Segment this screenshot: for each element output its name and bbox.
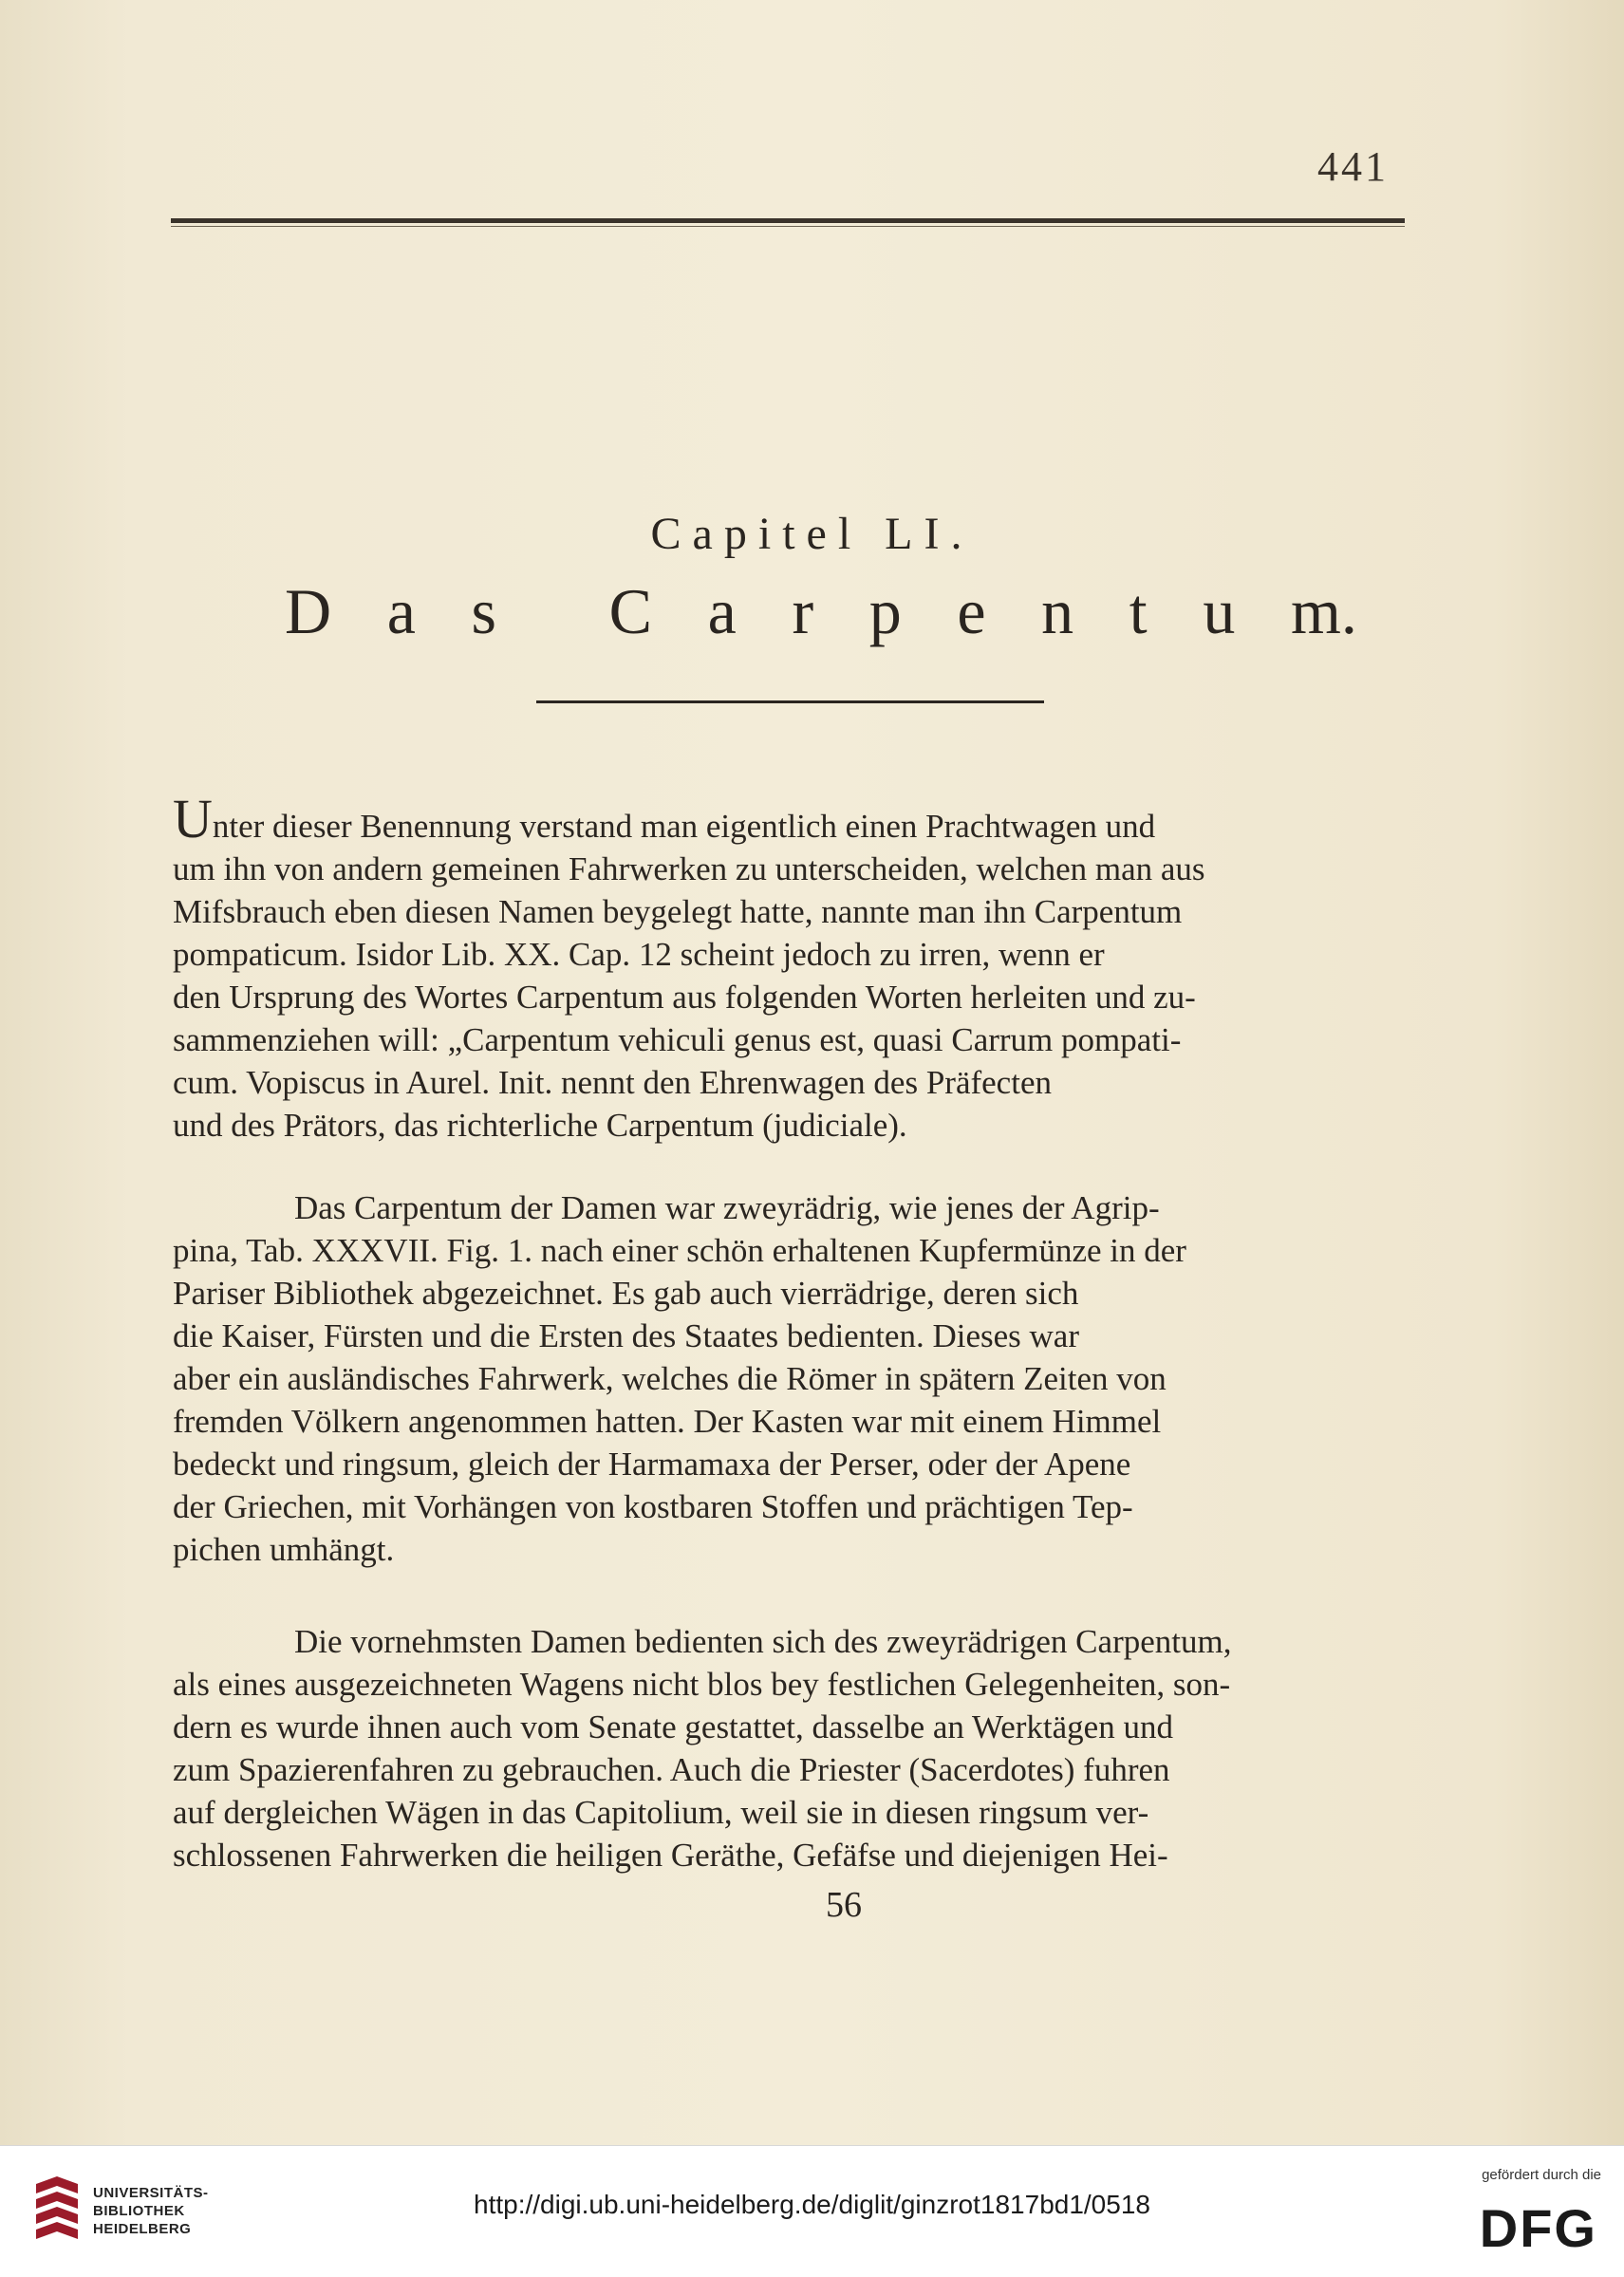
chapter-title-letter: t bbox=[1129, 575, 1148, 647]
chapter-number: Capitel LI. bbox=[650, 509, 974, 559]
paragraph-line: Pariser Bibliothek abgezeichnet. Es gab auch vierrädrige, deren sich bbox=[173, 1275, 1079, 1312]
paragraph-line: schlossenen Fahrwerken die heiligen Geräthe, Gefäfse und diejenigen Hei- bbox=[173, 1837, 1168, 1874]
paragraph-3 bbox=[173, 1620, 1407, 1876]
paragraph-line: den Ursprung des Wortes Carpentum aus folgenden Worten herleiten und zu- bbox=[173, 979, 1196, 1016]
chapter-title-letter: a bbox=[707, 575, 737, 647]
paragraph-line: pompaticum. Isidor Lib. XX. Cap. 12 scheint jedoch zu irren, wenn er bbox=[173, 936, 1105, 973]
paragraph-line: zum Spazierenfahren zu gebrauchen. Auch die Priester (Sacerdotes) fuhren bbox=[173, 1751, 1170, 1788]
chapter-title-letter: C bbox=[608, 575, 652, 647]
permalink-url[interactable]: http://digi.ub.uni-heidelberg.de/diglit/ginzrot1817bd1/0518 bbox=[474, 2190, 1150, 2219]
paragraph-line: die Kaiser, Fürsten und die Ersten des Staates bedienten. Dieses war bbox=[173, 1317, 1079, 1354]
paragraph-line: dern es wurde ihnen auch vom Senate gestattet, dasselbe an Werktägen und bbox=[173, 1708, 1173, 1745]
paragraph-line: auf dergleichen Wägen in das Capitolium, weil sie in diesen ringsum ver- bbox=[173, 1794, 1149, 1831]
chapter-title-letter: r bbox=[792, 575, 814, 647]
paragraph-line: und des Prätors, das richterliche Carpentum (judiciale). bbox=[173, 1107, 907, 1144]
header-rule bbox=[171, 218, 1405, 223]
funded-by-label: gefördert durch die bbox=[1482, 2167, 1601, 2183]
chapter-title-letter: s bbox=[471, 575, 497, 647]
header-rule-thin bbox=[171, 226, 1405, 227]
paragraph-line: als eines ausgezeichneten Wagens nicht blos bey festlichen Gelegenheiten, son- bbox=[173, 1666, 1231, 1703]
paragraph-line: Das Carpentum der Damen war zweyrädrig, wie jenes der Agrip- bbox=[294, 1189, 1160, 1226]
drop-cap: U bbox=[173, 788, 213, 849]
chapter-title bbox=[285, 574, 1357, 649]
paragraph-line: um ihn von andern gemeinen Fahrwerken zu unterscheiden, welchen man aus bbox=[173, 850, 1205, 887]
paragraph-line: Mifsbrauch eben diesen Namen beygelegt hatte, nannte man ihn Carpentum bbox=[173, 893, 1183, 930]
title-rule bbox=[536, 700, 1044, 703]
chapter-title-letter: n bbox=[1041, 575, 1074, 647]
paragraph-line: pina, Tab. XXXVII. Fig. 1. nach einer schön erhaltenen Kupfermünze in der bbox=[173, 1232, 1186, 1269]
paragraph-line: bedeckt und ringsum, gleich der Harmamaxa der Perser, oder der Apene bbox=[173, 1446, 1131, 1483]
paragraph-line: fremden Völkern angenommen hatten. Der Kasten war mit einem Himmel bbox=[173, 1403, 1162, 1440]
paragraph-line: Die vornehmsten Damen bedienten sich des zweyrädrigen Carpentum, bbox=[294, 1623, 1232, 1660]
paragraph-1 bbox=[173, 788, 1407, 1147]
chapter-title-letter: a bbox=[386, 575, 416, 647]
paragraph-line: der Griechen, mit Vorhängen von kostbaren Stoffen und prächtigen Tep- bbox=[173, 1488, 1133, 1525]
paragraph-line: cum. Vopiscus in Aurel. Init. nennt den Ehrenwagen des Präfecten bbox=[173, 1064, 1052, 1101]
chapter-title-letter: p bbox=[868, 575, 902, 647]
paragraph-line: pichen umhängt. bbox=[173, 1531, 395, 1568]
chapter-title-letter: m. bbox=[1290, 575, 1357, 647]
paragraph-line: sammenziehen will: „Carpentum vehiculi genus est, quasi Carrum pompati- bbox=[173, 1021, 1182, 1058]
paragraph-line: Unter dieser Benennung verstand man eigentlich einen Prachtwagen und bbox=[173, 788, 1156, 849]
page-number: 441 bbox=[1317, 143, 1389, 190]
paragraph-line: aber ein ausländisches Fahrwerk, welches die Römer in spätern Zeiten von bbox=[173, 1360, 1167, 1397]
library-name: UNIVERSITÄTS- BIBLIOTHEK HEIDELBERG bbox=[93, 2185, 209, 2237]
chapter-title-letter: D bbox=[285, 575, 332, 647]
viewer-footer bbox=[0, 2145, 1624, 2277]
paragraph-2 bbox=[173, 1186, 1407, 1571]
chapter-title-letter: e bbox=[957, 575, 986, 647]
chapter-title-letter: u bbox=[1203, 575, 1236, 647]
dfg-logo: DFG bbox=[1479, 2198, 1597, 2258]
signature-mark: 56 bbox=[826, 1885, 862, 1925]
